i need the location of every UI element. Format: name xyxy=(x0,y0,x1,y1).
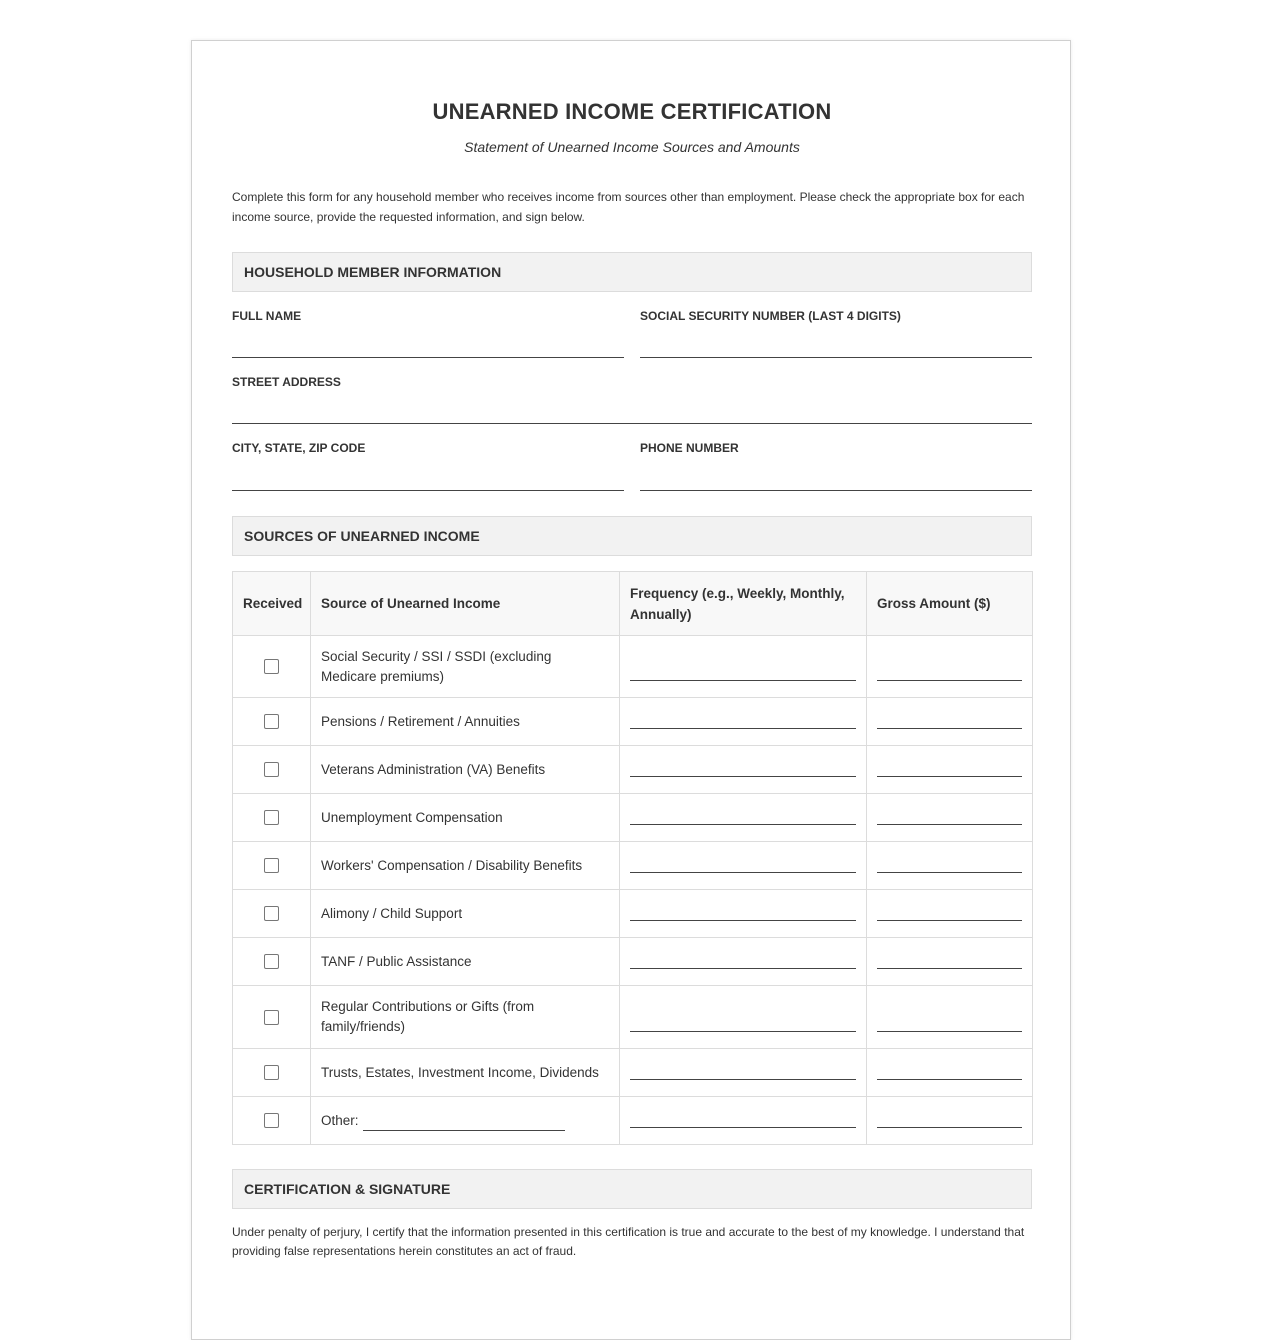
received-checkbox[interactable] xyxy=(264,858,279,873)
amount-field[interactable] xyxy=(877,776,1022,777)
frequency-field[interactable] xyxy=(630,728,856,729)
table-row xyxy=(233,986,1033,1049)
table-row xyxy=(233,1049,1033,1097)
form-page xyxy=(191,40,1071,1340)
income-source-label: Trusts, Estates, Investment Income, Dividends xyxy=(311,1049,620,1097)
phone-number-label: PHONE NUMBER xyxy=(640,441,739,455)
table-row xyxy=(233,794,1033,842)
income-sources-table xyxy=(232,571,1033,1145)
received-checkbox[interactable] xyxy=(264,714,279,729)
income-source-label: Veterans Administration (VA) Benefits xyxy=(311,746,620,794)
amount-field[interactable] xyxy=(877,728,1022,729)
form-title: UNEARNED INCOME CERTIFICATION xyxy=(432,99,832,124)
frequency-field[interactable] xyxy=(630,1127,856,1128)
city-state-zip-field[interactable] xyxy=(232,490,624,491)
table-row xyxy=(233,890,1033,938)
amount-field[interactable] xyxy=(877,824,1022,825)
amount-field[interactable] xyxy=(877,1079,1022,1080)
city-state-zip-label: CITY, STATE, ZIP CODE xyxy=(232,441,366,455)
frequency-column-header: Frequency (e.g., Weekly, Monthly, Annually) xyxy=(620,572,867,636)
income-section-header: SOURCES OF UNEARNED INCOME xyxy=(232,516,1032,556)
income-source-label: Alimony / Child Support xyxy=(311,890,620,938)
frequency-field[interactable] xyxy=(630,872,856,873)
amount-column-header: Gross Amount ($) xyxy=(867,572,1033,636)
full-name-field[interactable] xyxy=(232,357,624,358)
received-checkbox[interactable] xyxy=(264,1113,279,1128)
table-row xyxy=(233,842,1033,890)
income-source-label: Pensions / Retirement / Annuities xyxy=(311,698,620,746)
amount-field[interactable] xyxy=(877,968,1022,969)
received-column-header: Received xyxy=(233,572,311,636)
table-row xyxy=(233,698,1033,746)
received-checkbox[interactable] xyxy=(264,906,279,921)
income-source-label: Workers' Compensation / Disability Benefits xyxy=(311,842,620,890)
frequency-field[interactable] xyxy=(630,680,856,681)
table-row xyxy=(233,746,1033,794)
frequency-field[interactable] xyxy=(630,1079,856,1080)
street-address-label: STREET ADDRESS xyxy=(232,375,341,389)
frequency-field[interactable] xyxy=(630,776,856,777)
received-checkbox[interactable] xyxy=(264,1065,279,1080)
certification-section-header: CERTIFICATION & SIGNATURE xyxy=(232,1169,1032,1209)
income-source-label: Regular Contributions or Gifts (from family/friends) xyxy=(311,986,620,1049)
received-checkbox[interactable] xyxy=(264,1010,279,1025)
received-checkbox[interactable] xyxy=(264,810,279,825)
other-source-label: Other: xyxy=(321,1112,359,1128)
received-checkbox[interactable] xyxy=(264,762,279,777)
frequency-field[interactable] xyxy=(630,920,856,921)
certification-statement: Under penalty of perjury, I certify that the information presented in this certification is true and accurate to the best of my knowledge. I understand that providing false representations herein constitutes an act of fraud. xyxy=(232,1225,1025,1258)
received-checkbox[interactable] xyxy=(264,659,279,674)
form-subtitle: Statement of Unearned Income Sources and Amounts xyxy=(464,139,800,155)
table-header-row xyxy=(233,572,1033,636)
income-source-label: TANF / Public Assistance xyxy=(311,938,620,986)
amount-field[interactable] xyxy=(877,1127,1022,1128)
table-row xyxy=(233,636,1033,698)
table-row xyxy=(233,1097,1033,1145)
street-address-field[interactable] xyxy=(232,423,1032,424)
received-checkbox[interactable] xyxy=(264,954,279,969)
ssn-label: SOCIAL SECURITY NUMBER (LAST 4 DIGITS) xyxy=(640,309,901,323)
ssn-field[interactable] xyxy=(640,357,1032,358)
phone-number-field[interactable] xyxy=(640,490,1032,491)
household-section-header: HOUSEHOLD MEMBER INFORMATION xyxy=(232,252,1032,292)
other-source-field[interactable] xyxy=(363,1114,565,1131)
amount-field[interactable] xyxy=(877,920,1022,921)
amount-field[interactable] xyxy=(877,872,1022,873)
frequency-field[interactable] xyxy=(630,824,856,825)
frequency-field[interactable] xyxy=(630,1031,856,1032)
amount-field[interactable] xyxy=(877,680,1022,681)
full-name-label: FULL NAME xyxy=(232,309,302,323)
amount-field[interactable] xyxy=(877,1031,1022,1032)
form-instructions: Complete this form for any household member who receives income from sources other than employment. Please check the appropriate box for each income source, provide the requested information, and sign below. xyxy=(232,190,1025,224)
income-source-label: Social Security / SSI / SSDI (excluding Medicare premiums) xyxy=(311,636,620,698)
table-row xyxy=(233,938,1033,986)
source-column-header: Source of Unearned Income xyxy=(311,572,620,636)
frequency-field[interactable] xyxy=(630,968,856,969)
income-source-label: Unemployment Compensation xyxy=(311,794,620,842)
